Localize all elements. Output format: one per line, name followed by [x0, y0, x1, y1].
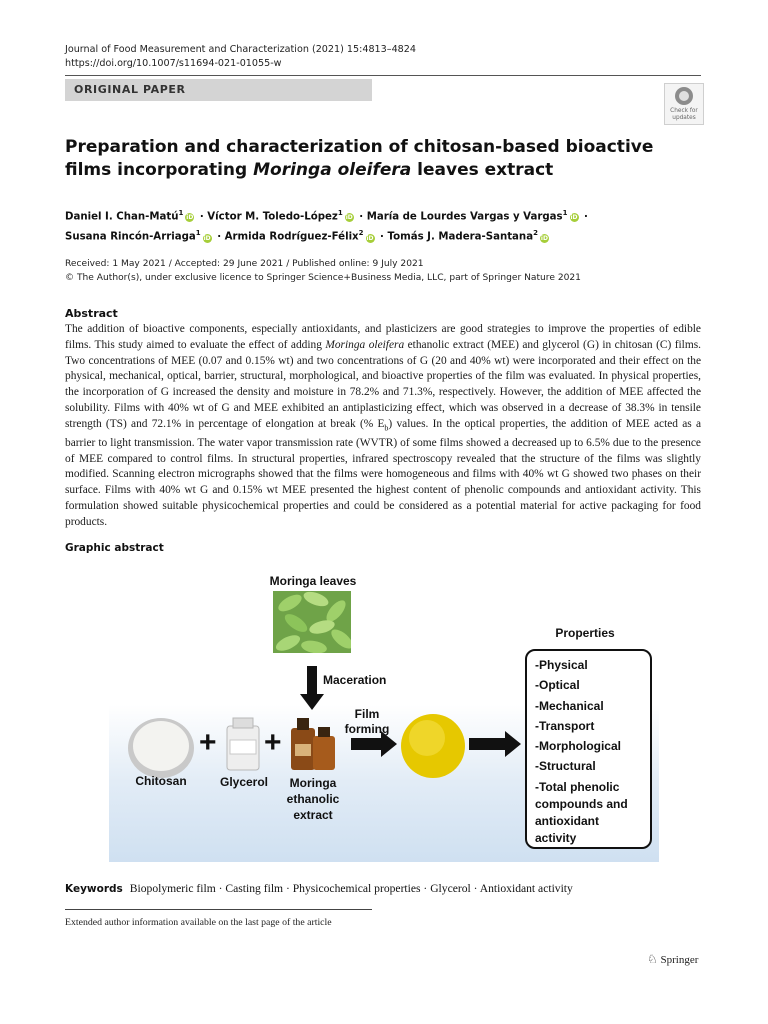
moringa-extract-label: Moringa ethanolic extract	[286, 776, 340, 822]
property-item: -Transport	[535, 718, 595, 733]
plus-sign: +	[199, 726, 217, 759]
orcid-icon[interactable]: iD	[540, 234, 548, 242]
author-name[interactable]: Daniel I. Chan-Matú	[65, 211, 179, 223]
paper-type-label: ORIGINAL PAPER	[74, 83, 186, 96]
property-item: antioxidant	[535, 813, 600, 828]
author-name[interactable]: Víctor M. Toledo-López	[207, 211, 338, 223]
check-updates-icon	[675, 87, 693, 105]
article-title: Preparation and characterization of chitosan-based bioactive films incorporating Moringa oleifera leaves extract	[65, 137, 654, 180]
check-for-updates-badge[interactable]	[664, 83, 704, 125]
keywords-label: Keywords	[65, 883, 123, 895]
keywords-list: Biopolymeric film · Casting film · Physicochemical properties · Glycerol · Antioxidant activity	[129, 882, 573, 895]
film-forming-label: Film forming	[344, 707, 390, 736]
header-rule	[65, 75, 701, 76]
springer-horse-icon: ♘	[647, 952, 658, 966]
orcid-icon[interactable]: iD	[366, 234, 374, 242]
plus-sign: +	[264, 726, 282, 759]
author-name[interactable]: Armida Rodríguez-Félix	[224, 231, 359, 243]
orcid-icon[interactable]: iD	[203, 234, 211, 242]
property-item: -Optical	[535, 678, 580, 693]
copyright-line: © The Author(s), under exclusive licence to Springer Science+Business Media, LLC, part of Springer Nature 2021	[65, 272, 581, 283]
property-item: activity	[535, 830, 577, 845]
journal-citation: Journal of Food Measurement and Characterization (2021) 15:4813–4824	[65, 44, 416, 55]
glycerol-label: Glycerol	[219, 775, 269, 789]
properties-title: Properties	[555, 626, 615, 640]
author-name[interactable]: María de Lourdes Vargas y Vargas	[366, 211, 563, 223]
down-arrow-icon	[300, 666, 324, 710]
check-updates-line1: Check for	[670, 108, 698, 114]
abstract-body: The addition of bioactive components, especially antioxidants, and plasticizers are good strategies to improve the properties of edible films. This study aimed to evaluate the effect of adding Moringa oleifera ethanolic extract (MEE) and glycerol (G) in chitosan (C) films. Two concentrations of MEE (0.07 and 0.15% wt) and two concentrations of G (20 and 40% wt) were incorporated and their effect on the physical, mechanical, optical, barrier, structural, morphological, and bioactive properties of the film was evaluated. In physical properties, the incorporation of G increased the density and moisture in 78.2% and 71.3%, respectively. However, the addition of MEE affected the solubility. Films with 40% wt of G and MEE exhibited an antiplasticizing effect, which was observed in a decrease of 38.3% in tensile strength (TS) and 72.1% in percentage of elongation at break (% $E_b$) values. In the optical properties, the addition of MEE acted as a barrier to light transmission. The water vapor transmission rate (WVTR) of some films showed a decreased up to 6.5% due to the presence of MEE compared to control films. In structural properties, infrared spectroscopy revealed that the structure of the films was slightly modified. Scanning electron micrographs showed that the films were homogeneous and films with 40% wt G showed two phases on their surface. Films with 40% wt G and 0.15% wt MEE presented the highest content of phenolic compounds and antioxidant activity. This formulation showed suitable physicochemical properties and could be considered as a potential material for active packaging for food products.	[65, 323, 701, 528]
publisher-logo: ♘ Springer	[647, 952, 699, 966]
property-item: compounds and	[535, 796, 628, 811]
maceration-label: Maceration	[323, 673, 387, 687]
abstract-heading: Abstract	[65, 307, 118, 320]
date-history: Received: 1 May 2021 / Accepted: 29 June 2021 / Published online: 9 July 2021	[65, 259, 424, 269]
author-list: Daniel I. Chan-Matú$^1$iD · Víctor M. Toledo-López$^1$iD · María de Lourdes Vargas y Vargas$^1$iD · Susana Rincón-Arriaga$^1$iD · Armida Rodríguez-Félix$^2$iD · Tomás J. Madera-Santana$^2$iD	[65, 209, 588, 243]
orcid-icon[interactable]: iD	[186, 214, 194, 222]
author-name[interactable]: Susana Rincón-Arriaga	[65, 231, 196, 243]
orcid-icon[interactable]: iD	[570, 214, 578, 222]
property-item: -Structural	[535, 759, 596, 774]
orcid-icon[interactable]: iD	[345, 214, 353, 222]
check-updates-line2: updates	[672, 115, 696, 121]
graphic-abstract-heading: Graphic abstract	[65, 542, 164, 554]
author-name[interactable]: Tomás J. Madera-Santana	[387, 231, 534, 243]
property-item: -Total phenolic	[535, 779, 620, 794]
property-item: -Physical	[535, 658, 588, 672]
paper-type-banner	[65, 79, 372, 101]
property-item: -Mechanical	[535, 698, 604, 713]
publication-dates	[65, 258, 581, 285]
keywords-line	[65, 882, 573, 895]
properties-list	[535, 655, 628, 847]
graphic-abstract-figure	[109, 576, 659, 862]
right-arrow-icon	[469, 731, 521, 757]
properties-box	[525, 649, 652, 849]
footnote: Extended author information available on the last page of the article	[65, 917, 332, 928]
chitosan-label: Chitosan	[135, 774, 187, 788]
doi-link[interactable]: https://doi.org/10.1007/s11694-021-01055-w	[65, 58, 282, 69]
moringa-leaves-label: Moringa leaves	[269, 574, 357, 588]
footnote-rule	[65, 909, 372, 910]
property-item: -Morphological	[535, 739, 621, 754]
